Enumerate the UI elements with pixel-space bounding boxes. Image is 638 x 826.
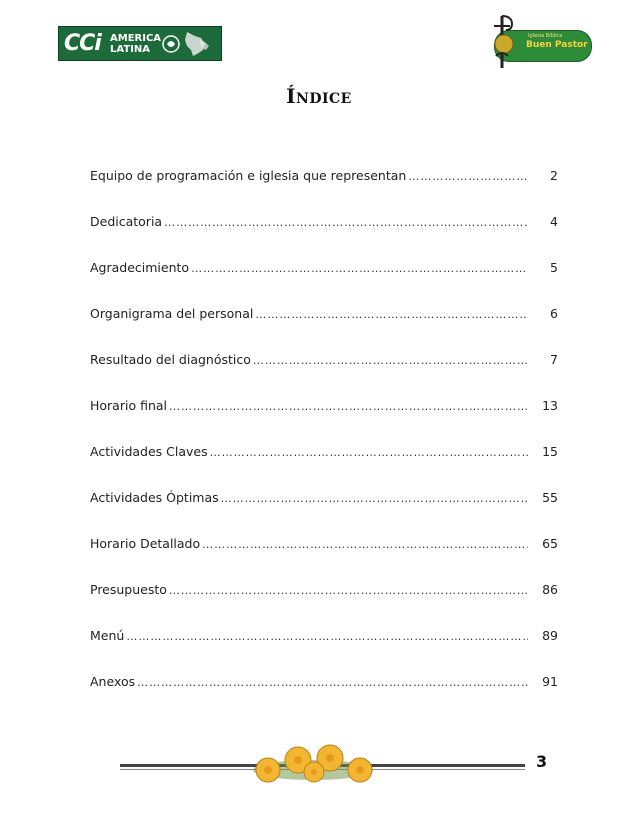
cci-logo-line1: AMERICA: [110, 32, 162, 44]
page-number: 3: [536, 752, 548, 771]
toc-row: [90, 674, 558, 696]
toc-leader-dots: [126, 630, 528, 643]
toc-row: [90, 398, 558, 420]
toc-leader-dots: [255, 308, 528, 321]
buen-pastor-logo: [482, 14, 592, 70]
toc-row: [90, 352, 558, 374]
cci-logo-mark: CCi: [64, 30, 101, 56]
buen-pastor-subtitle: Iglesia Bíblica: [528, 33, 563, 39]
latin-america-map-icon: [157, 30, 217, 58]
toc-label: Horario Detallado: [90, 536, 201, 551]
toc-label: Organigrama del personal: [90, 306, 254, 321]
cci-logo-text: [110, 33, 161, 55]
buen-pastor-title: Buen Pastor: [526, 40, 588, 50]
toc-label: Actividades Óptimas: [90, 490, 219, 505]
cci-america-latina-logo: [58, 26, 222, 61]
toc-page-number: 86: [542, 582, 558, 597]
toc-leader-dots: [169, 400, 528, 413]
toc-row: [90, 168, 558, 190]
toc-row: [90, 582, 558, 604]
toc-leader-dots: [202, 538, 528, 551]
toc-leader-dots: [137, 676, 528, 689]
toc-label: Actividades Claves: [90, 444, 208, 459]
toc-label: Horario final: [90, 398, 168, 413]
toc-label: Resultado del diagnóstico: [90, 352, 251, 367]
toc-page-number: 13: [542, 398, 558, 413]
toc-leader-dots: [253, 354, 528, 367]
toc-label: Agradecimiento: [90, 260, 190, 275]
toc-leader-dots: [221, 492, 528, 505]
toc-label: Equipo de programación e iglesia que representan: [90, 168, 407, 183]
toc-leader-dots: [210, 446, 528, 459]
toc-page-number: 65: [542, 536, 558, 551]
toc-leader-dots: [191, 262, 528, 275]
toc-page-number: 2: [550, 168, 558, 183]
toc-row: [90, 536, 558, 558]
cci-logo-line2: LATINA: [110, 43, 150, 55]
toc-leader-dots: [164, 216, 528, 229]
toc-label: Presupuesto: [90, 582, 167, 597]
toc-page-number: 91: [542, 674, 558, 689]
toc-page-number: 15: [542, 444, 558, 459]
toc-row: [90, 490, 558, 512]
toc-page-number: 6: [550, 306, 558, 321]
toc-label: Dedicatoria: [90, 214, 163, 229]
toc-page-number: 55: [542, 490, 558, 505]
toc-page-number: 7: [550, 352, 558, 367]
toc-row: [90, 628, 558, 650]
toc-page-number: 4: [550, 214, 558, 229]
cross-staff-icon: [482, 14, 522, 70]
toc-leader-dots: [408, 170, 528, 183]
toc-row: [90, 214, 558, 236]
toc-label: Anexos: [90, 674, 136, 689]
toc-page-number: 89: [542, 628, 558, 643]
toc-row: [90, 444, 558, 466]
toc-leader-dots: [169, 584, 528, 597]
toc-row: [90, 260, 558, 282]
flowers-ornament-icon: [238, 740, 388, 788]
toc-row: [90, 306, 558, 328]
page-title: Índice: [286, 84, 352, 108]
toc-page-number: 5: [550, 260, 558, 275]
toc-label: Menú: [90, 628, 125, 643]
